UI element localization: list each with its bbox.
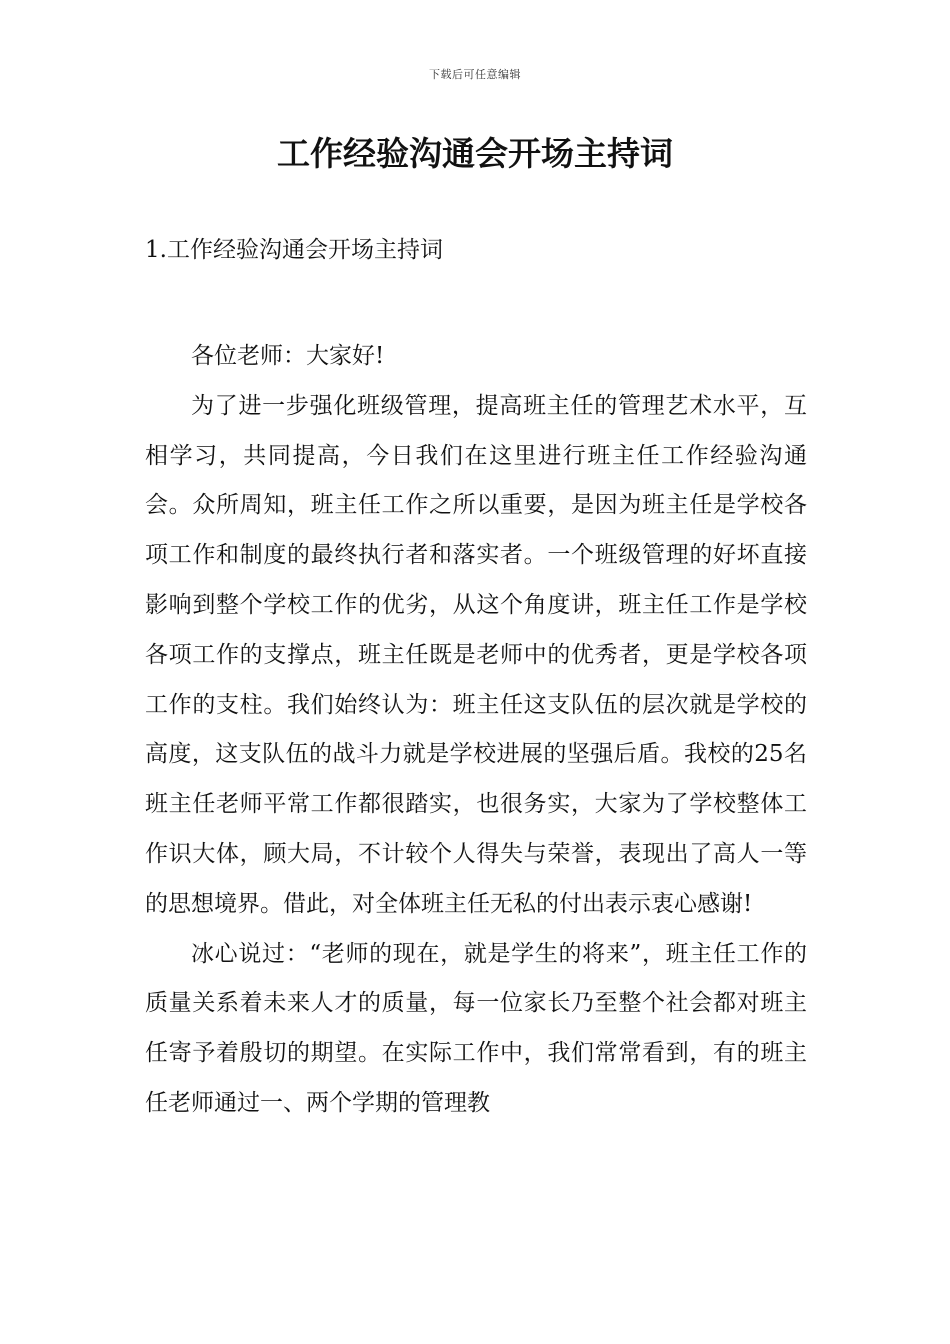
body-paragraph: 冰心说过：“老师的现在，就是学生的将来”，班主任工作的质量关系着未来人才的质量，每一位家长乃至整个社会都对班主任寄予着殷切的期望。在实际工作中，我们常常看到，有的班主任老师通过一、两个学期的管理教 (145, 940, 807, 1116)
body-paragraph: 为了进一步强化班级管理，提高班主任的管理艺术水平，互相学习，共同提高，今日我们在这里进行班主任工作经验沟通会。众所周知，班主任工作之所以重要，是因为班主任是学校各项工作和制度的最终执行者和落实者。一个班级管理的好坏直接影响到整个学校工作的优劣，从这个角度讲，班主任工作是学校各项工作的支撑点，班主任既是老师中的优秀者，更是学校各项工作的支柱。我们始终认为：班主任这支队伍的层次就是学校的高度，这支队伍的战斗力就是学校进展的坚强后盾。我校的25名班主任老师平常工作都很踏实，也很务实，大家为了学校整体工作识大体，顾大局，不计较个人得失与荣誉，表现出了高人一等的思想境界。借此，对全体班主任无私的付出表示衷心感谢! (145, 392, 807, 917)
header-note: 下载后可任意编辑 (429, 68, 521, 81)
document-title: 工作经验沟通会开场主持词 (277, 134, 673, 173)
greeting-paragraph: 各位老师：大家好! (191, 343, 385, 369)
section-heading: 1.工作经验沟通会开场主持词 (145, 237, 443, 263)
document-body (145, 332, 807, 1129)
